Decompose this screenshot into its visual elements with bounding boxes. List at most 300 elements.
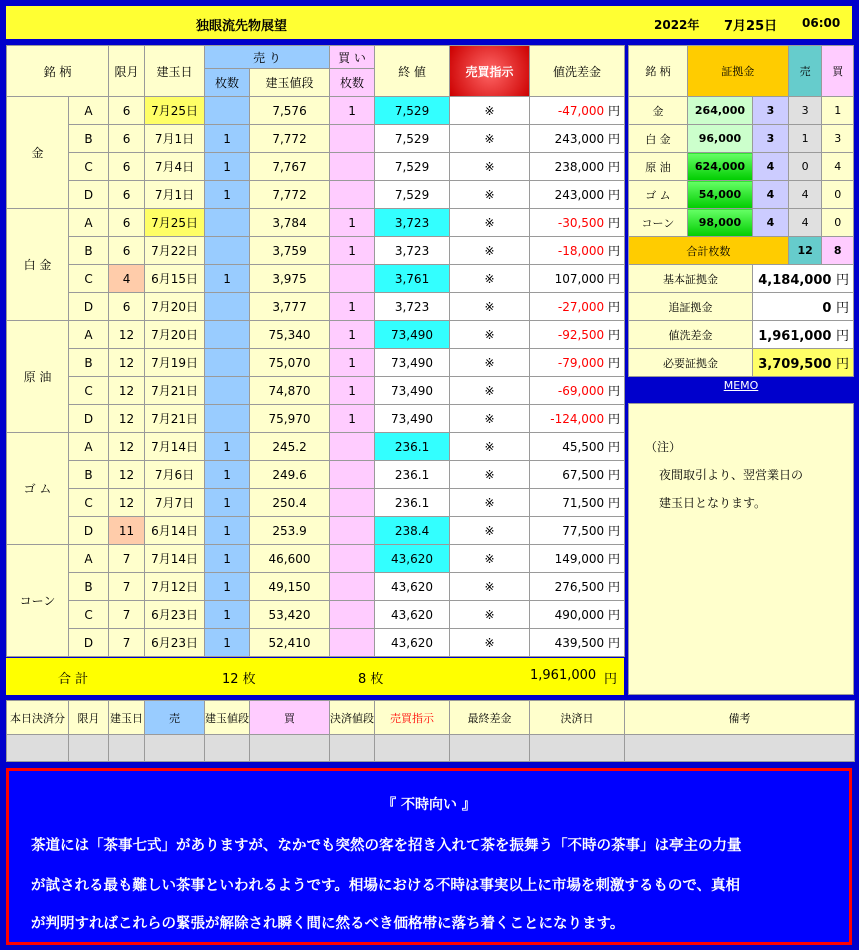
margin-amount: 264,000 [687, 97, 752, 125]
row-month: 12 [109, 461, 145, 489]
row-id: B [69, 573, 109, 601]
row-date: 7月20日 [145, 321, 205, 349]
row-diff [530, 181, 625, 209]
row-diff-unit: 円 [608, 300, 621, 314]
row-entry-price: 250.4 [250, 489, 330, 517]
row-diff-unit: 円 [608, 244, 621, 258]
row-close: 73,490 [375, 377, 450, 405]
table-row [7, 293, 625, 321]
settle-col: 備考 [625, 701, 855, 735]
row-month: 6 [109, 293, 145, 321]
summary-value-cell [753, 265, 854, 293]
row-buy-count [330, 629, 375, 657]
row-entry-price: 3,784 [250, 209, 330, 237]
table-row [7, 181, 625, 209]
row-signal: ※ [450, 461, 530, 489]
margin-summary-row [629, 349, 854, 377]
summary-unit: 円 [835, 273, 849, 288]
row-diff-unit: 円 [608, 552, 621, 566]
margin-count: 4 [753, 181, 789, 209]
quote-box [6, 768, 852, 945]
row-diff [530, 293, 625, 321]
row-entry-price: 7,576 [250, 97, 330, 125]
total-unit: 円 [604, 672, 618, 687]
settle-cell [530, 735, 625, 762]
margin-col-sell: 売 [788, 46, 822, 97]
settle-cell [205, 735, 250, 762]
summary-value-cell [753, 349, 854, 377]
row-diff-value: -69,000 [557, 384, 605, 398]
summary-label: 必要証拠金 [629, 349, 753, 377]
settle-cell [109, 735, 145, 762]
row-signal: ※ [450, 377, 530, 405]
row-date: 7月4日 [145, 153, 205, 181]
row-diff-unit: 円 [608, 160, 621, 174]
row-diff-value: -18,000 [557, 244, 605, 258]
row-diff-unit: 円 [608, 216, 621, 230]
row-diff-value: 107,000 [554, 272, 605, 286]
row-signal: ※ [450, 489, 530, 517]
margin-buy: 0 [822, 209, 854, 237]
settlement-header [7, 701, 855, 735]
row-date: 7月19日 [145, 349, 205, 377]
row-close: 73,490 [375, 405, 450, 433]
row-entry-price: 3,975 [250, 265, 330, 293]
row-signal: ※ [450, 405, 530, 433]
margin-table [628, 45, 854, 377]
row-signal: ※ [450, 153, 530, 181]
settle-cell [375, 735, 450, 762]
margin-row [629, 153, 854, 181]
settlement-row [7, 735, 855, 762]
row-diff [530, 265, 625, 293]
row-buy-count: 1 [330, 321, 375, 349]
row-month: 4 [109, 265, 145, 293]
row-entry-price: 75,340 [250, 321, 330, 349]
row-entry-price: 245.2 [250, 433, 330, 461]
row-entry-price: 49,150 [250, 573, 330, 601]
row-month: 12 [109, 377, 145, 405]
settle-col: 建玉日 [109, 701, 145, 735]
col-buy: 買 い [330, 46, 375, 69]
row-buy-count [330, 517, 375, 545]
memo-line: （注） [645, 440, 682, 454]
total-buy: 8 枚 [358, 672, 384, 687]
row-diff-value: 77,500 [562, 524, 605, 538]
summary-value: 0 [822, 301, 832, 316]
margin-sell: 4 [788, 209, 822, 237]
row-sell-count: 1 [205, 461, 250, 489]
row-date: 7月14日 [145, 545, 205, 573]
row-buy-count [330, 545, 375, 573]
table-row [7, 321, 625, 349]
summary-value-cell [753, 293, 854, 321]
margin-col-deposit: 証拠金 [687, 46, 788, 97]
col-entry-price: 建玉値段 [250, 69, 330, 97]
row-diff-value: 243,000 [554, 188, 605, 202]
row-signal: ※ [450, 293, 530, 321]
row-diff [530, 153, 625, 181]
summary-value: 4,184,000 [758, 273, 832, 288]
row-entry-price: 74,870 [250, 377, 330, 405]
header-time: 06:00 [802, 16, 841, 30]
row-date: 7月6日 [145, 461, 205, 489]
row-entry-price: 53,420 [250, 601, 330, 629]
row-sell-count: 1 [205, 545, 250, 573]
margin-brand: コーン [629, 209, 688, 237]
table-row [7, 573, 625, 601]
row-diff-unit: 円 [608, 272, 621, 286]
row-sell-count [205, 293, 250, 321]
row-diff-unit: 円 [608, 104, 621, 118]
row-diff-unit: 円 [608, 468, 621, 482]
row-close: 73,490 [375, 349, 450, 377]
row-date: 7月12日 [145, 573, 205, 601]
row-entry-price: 7,772 [250, 125, 330, 153]
margin-brand: ゴ ム [629, 181, 688, 209]
summary-label: 値洗差金 [629, 321, 753, 349]
row-sell-count [205, 349, 250, 377]
row-date: 6月23日 [145, 629, 205, 657]
row-diff [530, 545, 625, 573]
col-signal: 売買指示 [450, 46, 530, 97]
margin-row [629, 181, 854, 209]
row-signal: ※ [450, 349, 530, 377]
summary-value: 1,961,000 [758, 329, 832, 344]
row-id: C [69, 265, 109, 293]
settle-col: 最終差金 [450, 701, 530, 735]
row-close: 43,620 [375, 629, 450, 657]
settle-col: 本日決済分 [7, 701, 69, 735]
row-date: 7月7日 [145, 489, 205, 517]
row-sell-count: 1 [205, 181, 250, 209]
row-diff-value: 149,000 [554, 552, 605, 566]
row-sell-count [205, 97, 250, 125]
quote-line: 茶道には「茶事七式」がありますが、なかでも突然の客を招き入れて茶を振舞う「不時の茶事」は亭主の力量 [31, 838, 742, 854]
row-sell-count [205, 321, 250, 349]
row-id: A [69, 321, 109, 349]
row-buy-count: 1 [330, 377, 375, 405]
row-sell-count [205, 405, 250, 433]
row-buy-count [330, 489, 375, 517]
margin-summary-row [629, 265, 854, 293]
col-brand: 銘 柄 [7, 46, 109, 97]
row-buy-count [330, 433, 375, 461]
row-date: 7月22日 [145, 237, 205, 265]
row-id: C [69, 153, 109, 181]
summary-unit: 円 [835, 329, 849, 344]
quote-line: が試される最も難しい茶事といわれるようです。相場における不時は事実以上に市場を刺激するもので、真相 [31, 878, 741, 894]
group-name: 白 金 [7, 209, 69, 321]
row-buy-count: 1 [330, 349, 375, 377]
row-close: 7,529 [375, 97, 450, 125]
row-entry-price: 52,410 [250, 629, 330, 657]
row-signal: ※ [450, 433, 530, 461]
row-month: 6 [109, 97, 145, 125]
row-diff [530, 573, 625, 601]
row-signal: ※ [450, 573, 530, 601]
row-diff [530, 125, 625, 153]
summary-label: 追証拠金 [629, 293, 753, 321]
row-id: B [69, 125, 109, 153]
row-sell-count: 1 [205, 153, 250, 181]
settle-cell [145, 735, 205, 762]
row-close: 3,723 [375, 293, 450, 321]
row-month: 6 [109, 125, 145, 153]
margin-brand: 原 油 [629, 153, 688, 181]
row-close: 3,723 [375, 237, 450, 265]
table-row [7, 349, 625, 377]
row-signal: ※ [450, 629, 530, 657]
total-sell: 12 枚 [222, 672, 256, 687]
margin-total-buy: 8 [822, 237, 854, 265]
row-close: 73,490 [375, 321, 450, 349]
row-date: 7月20日 [145, 293, 205, 321]
settle-cell [7, 735, 69, 762]
memo-box [628, 403, 854, 695]
row-id: C [69, 489, 109, 517]
settle-col: 建玉値段 [205, 701, 250, 735]
memo-link[interactable]: MEMO [723, 379, 759, 392]
row-diff-unit: 円 [608, 188, 621, 202]
row-sell-count: 1 [205, 489, 250, 517]
row-diff-value: 490,000 [554, 608, 605, 622]
row-date: 7月21日 [145, 377, 205, 405]
row-signal: ※ [450, 97, 530, 125]
row-signal: ※ [450, 601, 530, 629]
settle-cell [69, 735, 109, 762]
row-diff-unit: 円 [608, 412, 621, 426]
row-diff [530, 97, 625, 125]
row-close: 43,620 [375, 545, 450, 573]
margin-buy: 1 [822, 97, 854, 125]
row-signal: ※ [450, 321, 530, 349]
row-signal: ※ [450, 265, 530, 293]
row-signal: ※ [450, 125, 530, 153]
margin-col-buy: 買 [822, 46, 854, 97]
row-entry-price: 7,772 [250, 181, 330, 209]
row-diff-unit: 円 [608, 608, 621, 622]
row-diff-unit: 円 [608, 524, 621, 538]
margin-buy: 0 [822, 181, 854, 209]
settle-col: 決済値段 [330, 701, 375, 735]
row-date: 7月25日 [145, 97, 205, 125]
row-close: 238.4 [375, 517, 450, 545]
margin-buy: 4 [822, 153, 854, 181]
row-sell-count: 1 [205, 265, 250, 293]
row-diff [530, 517, 625, 545]
memo-line: 夜間取引より、翌営業日の [659, 468, 804, 482]
row-diff [530, 601, 625, 629]
row-buy-count [330, 461, 375, 489]
summary-value-cell [753, 321, 854, 349]
margin-col-brand: 銘 柄 [629, 46, 688, 97]
row-close: 236.1 [375, 433, 450, 461]
row-buy-count [330, 153, 375, 181]
row-signal: ※ [450, 237, 530, 265]
row-diff-unit: 円 [608, 132, 621, 146]
margin-count: 3 [753, 125, 789, 153]
row-id: A [69, 209, 109, 237]
table-row [7, 265, 625, 293]
row-entry-price: 75,970 [250, 405, 330, 433]
row-entry-price: 253.9 [250, 517, 330, 545]
table-row [7, 237, 625, 265]
row-diff-value: 238,000 [554, 160, 605, 174]
quote-line: が判明すればこれらの緊張が解除され瞬く間に然るべき価格帯に落ち着くことになります。 [31, 916, 625, 932]
row-diff-value: -27,000 [557, 300, 605, 314]
row-buy-count: 1 [330, 97, 375, 125]
header-bar [6, 6, 852, 39]
row-date: 6月23日 [145, 601, 205, 629]
settle-col: 限月 [69, 701, 109, 735]
margin-sell: 4 [788, 181, 822, 209]
settle-cell [330, 735, 375, 762]
row-close: 7,529 [375, 153, 450, 181]
row-sell-count [205, 237, 250, 265]
margin-count: 4 [753, 209, 789, 237]
row-sell-count: 1 [205, 125, 250, 153]
row-diff-unit: 円 [608, 356, 621, 370]
row-sell-count [205, 377, 250, 405]
row-diff-value: -124,000 [550, 412, 605, 426]
row-diff-unit: 円 [608, 636, 621, 650]
row-diff [530, 433, 625, 461]
margin-count: 4 [753, 153, 789, 181]
table-row [7, 461, 625, 489]
row-month: 12 [109, 433, 145, 461]
table-row [7, 489, 625, 517]
settle-col: 売買指示 [375, 701, 450, 735]
group-name: コーン [7, 545, 69, 657]
row-id: B [69, 349, 109, 377]
row-buy-count [330, 573, 375, 601]
row-sell-count: 1 [205, 573, 250, 601]
row-month: 6 [109, 153, 145, 181]
row-signal: ※ [450, 517, 530, 545]
col-sell: 売 り [205, 46, 330, 69]
row-diff-unit: 円 [608, 496, 621, 510]
row-date: 6月15日 [145, 265, 205, 293]
row-entry-price: 249.6 [250, 461, 330, 489]
margin-summary-row [629, 321, 854, 349]
row-date: 7月1日 [145, 181, 205, 209]
row-id: D [69, 293, 109, 321]
total-row [6, 658, 624, 695]
settle-cell [250, 735, 330, 762]
header-year: 2022年 [654, 18, 700, 32]
row-diff-value: 45,500 [562, 440, 605, 454]
summary-label: 基本証拠金 [629, 265, 753, 293]
page-title: 独眼流先物展望 [196, 19, 288, 34]
table-row [7, 405, 625, 433]
row-entry-price: 75,070 [250, 349, 330, 377]
row-date: 7月1日 [145, 125, 205, 153]
table-row [7, 433, 625, 461]
row-close: 43,620 [375, 573, 450, 601]
col-diff: 値洗差金 [530, 46, 625, 97]
col-date: 建玉日 [145, 46, 205, 97]
row-diff-unit: 円 [608, 580, 621, 594]
row-diff-value: 439,500 [554, 636, 605, 650]
row-date: 7月14日 [145, 433, 205, 461]
row-buy-count [330, 181, 375, 209]
settle-col: 買 [250, 701, 330, 735]
row-month: 12 [109, 321, 145, 349]
margin-count: 3 [753, 97, 789, 125]
positions-table [6, 45, 625, 657]
row-month: 11 [109, 517, 145, 545]
table-row [7, 125, 625, 153]
row-buy-count: 1 [330, 237, 375, 265]
settle-cell [450, 735, 530, 762]
row-entry-price: 46,600 [250, 545, 330, 573]
row-diff [530, 405, 625, 433]
margin-total-row [629, 237, 854, 265]
margin-brand: 白 金 [629, 125, 688, 153]
row-signal: ※ [450, 209, 530, 237]
margin-summary-row [629, 293, 854, 321]
row-sell-count: 1 [205, 601, 250, 629]
row-diff [530, 237, 625, 265]
margin-brand: 金 [629, 97, 688, 125]
row-buy-count: 1 [330, 405, 375, 433]
row-diff [530, 377, 625, 405]
row-id: D [69, 517, 109, 545]
row-month: 7 [109, 601, 145, 629]
row-buy-count [330, 601, 375, 629]
row-close: 7,529 [375, 125, 450, 153]
table-row [7, 153, 625, 181]
row-id: B [69, 461, 109, 489]
total-amount: 1,961,000 [530, 668, 597, 683]
row-diff-unit: 円 [608, 440, 621, 454]
row-diff [530, 321, 625, 349]
row-id: D [69, 629, 109, 657]
settlement-table [6, 700, 855, 762]
margin-row [629, 125, 854, 153]
row-entry-price: 3,777 [250, 293, 330, 321]
group-name: ゴ ム [7, 433, 69, 545]
row-diff [530, 461, 625, 489]
row-date: 7月21日 [145, 405, 205, 433]
col-buy-count: 枚数 [330, 69, 375, 97]
row-id: D [69, 181, 109, 209]
memo-line: 建玉日となります。 [659, 496, 767, 510]
row-close: 3,761 [375, 265, 450, 293]
row-diff [530, 489, 625, 517]
row-month: 6 [109, 209, 145, 237]
row-id: C [69, 377, 109, 405]
row-buy-count [330, 265, 375, 293]
margin-amount: 96,000 [687, 125, 752, 153]
row-id: A [69, 97, 109, 125]
table-row [7, 545, 625, 573]
row-id: C [69, 601, 109, 629]
row-month: 12 [109, 489, 145, 517]
row-id: A [69, 433, 109, 461]
row-signal: ※ [450, 545, 530, 573]
row-close: 7,529 [375, 181, 450, 209]
row-close: 3,723 [375, 209, 450, 237]
settle-col: 売 [145, 701, 205, 735]
row-month: 12 [109, 349, 145, 377]
row-diff [530, 209, 625, 237]
row-sell-count: 1 [205, 629, 250, 657]
row-diff-value: -30,500 [557, 216, 605, 230]
row-diff-value: 243,000 [554, 132, 605, 146]
margin-buy: 3 [822, 125, 854, 153]
